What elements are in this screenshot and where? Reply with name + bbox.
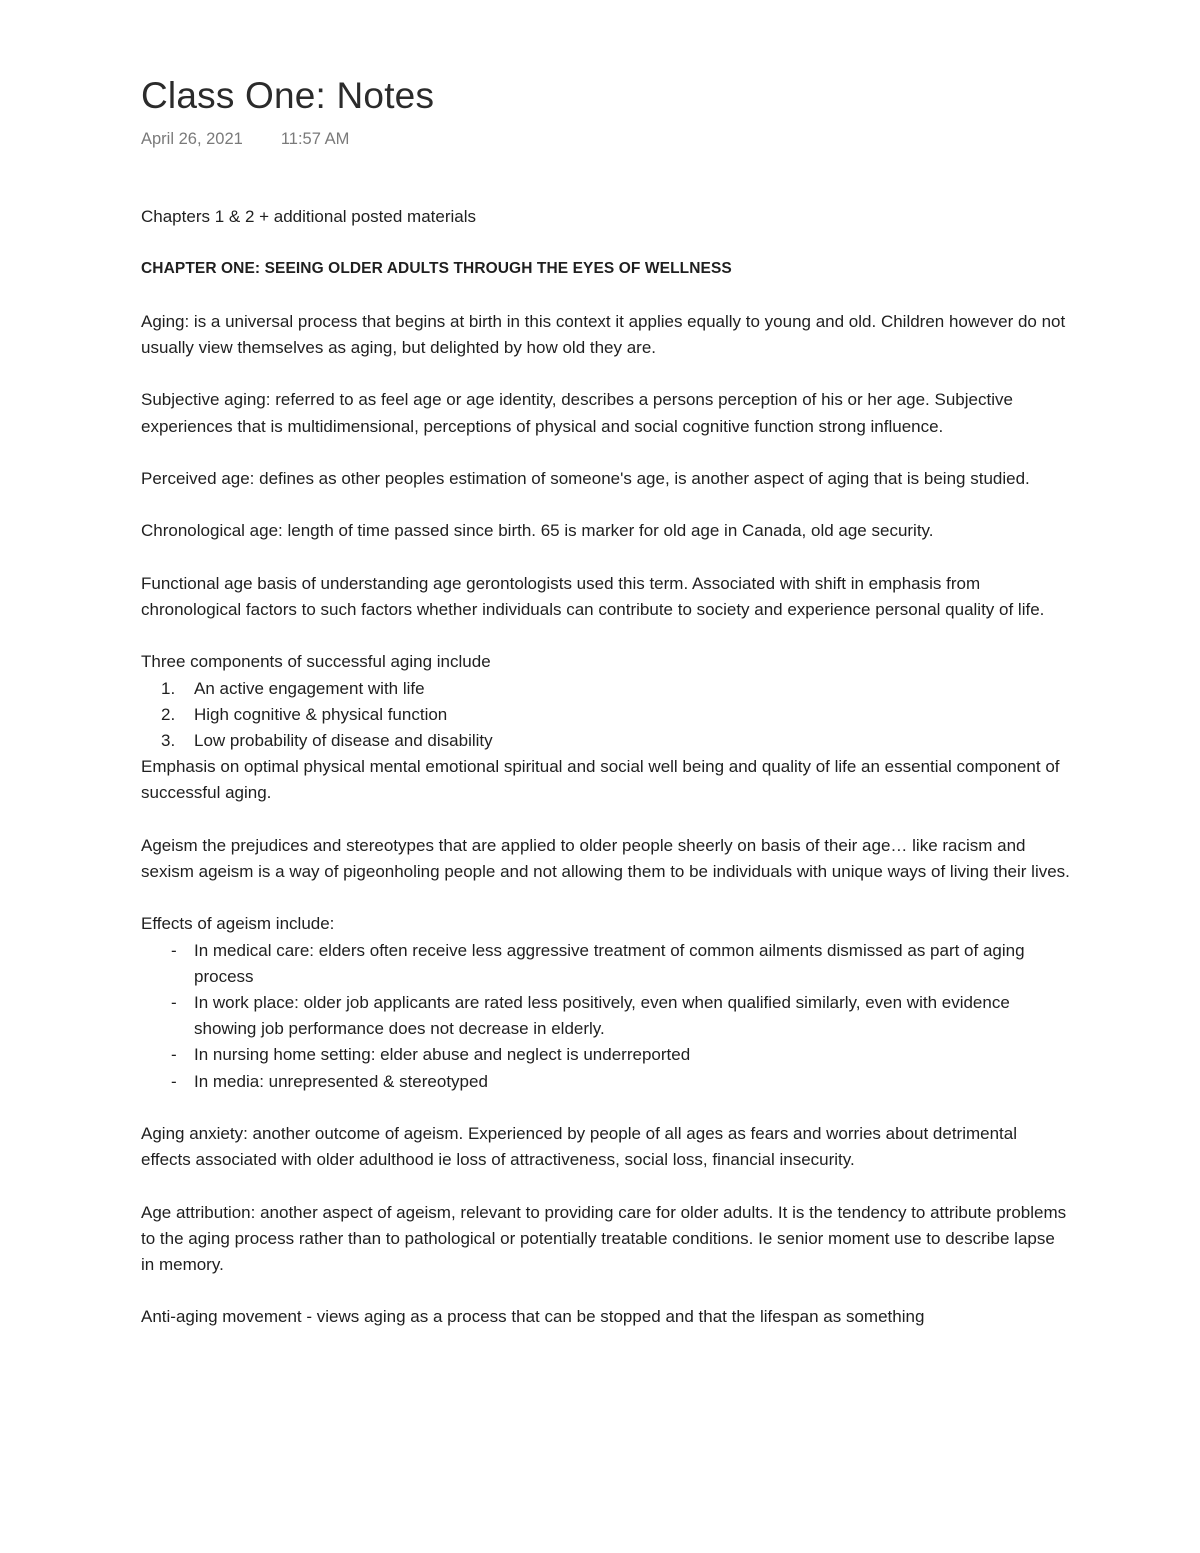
perceived-age-paragraph: Perceived age: defines as other peoples estimation of someone's age, is another aspect of aging that is being studied. <box>141 468 1030 488</box>
page-metadata <box>141 126 1071 152</box>
list-item-text: Low probability of disease and disability <box>194 730 493 750</box>
chapter-heading: CHAPTER ONE: SEEING OLDER ADULTS THROUGH THE EYES OF WELLNESS <box>141 260 732 278</box>
aging-paragraph: Aging: is a universal process that begins at birth in this context it applies equally to young and old. Children however do not usually view themselves as aging, but delighted by how old they are. <box>141 311 1066 357</box>
subjective-aging-paragraph: Subjective aging: referred to as feel age or age identity, describes a persons perception of his or her age. Subjective experiences that is multidimensional, perceptions of physical and social cognitive function strong influence. <box>141 390 1013 436</box>
effects-intro: Effects of ageism include: <box>141 914 335 934</box>
chronological-age-paragraph: Chronological age: length of time passed since birth. 65 is marker for old age in Canada, old age security. <box>141 521 934 541</box>
effects-list <box>141 938 1071 1095</box>
list-dash: - <box>171 1071 177 1091</box>
list-item <box>141 1042 1071 1068</box>
page-time: 11:57 AM <box>280 130 350 148</box>
successful-aging-intro: Three components of successful aging include <box>141 652 491 672</box>
anti-aging-paragraph: Anti-aging movement - views aging as a process that can be stopped and that the lifespan as something <box>141 1307 925 1327</box>
age-attribution-paragraph: Age attribution: another aspect of ageism, relevant to providing care for older adults. It is the tendency to attribute problems to the aging process rather than to pathological or potentially treatable conditions. Ie senior moment use to describe lapse in memory. <box>141 1202 1067 1274</box>
list-item-text: High cognitive & physical function <box>194 704 448 724</box>
list-item <box>141 676 1071 702</box>
list-dash: - <box>171 940 177 960</box>
list-item-text: In work place: older job applicants are rated less positively, even when qualified similarly, even with evidence showing job performance does not decrease in elderly. <box>194 992 1010 1039</box>
list-item-text: In media: unrepresented & stereotyped <box>194 1071 488 1091</box>
list-number: 1. <box>161 678 176 698</box>
list-item <box>141 938 1071 990</box>
list-item-text: In medical care: elders often receive less aggressive treatment of common ailments dismissed as part of aging process <box>194 940 1025 986</box>
emphasis-paragraph: Emphasis on optimal physical mental emotional spiritual and social well being and quality of life an essential component of successful aging. <box>141 757 1060 803</box>
functional-age-paragraph: Functional age basis of understanding age gerontologists used this term. Associated with shift in emphasis from chronological factors to such factors whether individuals can contribute to society and experience personal quality of life. <box>141 573 1045 619</box>
list-number: 2. <box>161 704 176 724</box>
notes-page <box>141 70 1071 1331</box>
page-title: Class One: Notes <box>141 75 435 116</box>
successful-aging-list <box>141 676 1071 755</box>
list-dash: - <box>171 992 177 1012</box>
aging-anxiety-paragraph: Aging anxiety: another outcome of ageism. Experienced by people of all ages as fears and worries about detrimental effects associated with older adulthood ie loss of attractiveness, social loss, financial insecurity. <box>141 1123 1018 1170</box>
note-body <box>141 204 1071 1331</box>
list-item-text: In nursing home setting: elder abuse and neglect is underreported <box>194 1045 691 1065</box>
list-item <box>141 702 1071 728</box>
ageism-paragraph: Ageism the prejudices and stereotypes that are applied to older people sheerly on basis of their age… like racism and sexism ageism is a way of pigeonholing people and not allowing them to be individuals with unique ways of living their lives. <box>141 835 1070 881</box>
list-dash: - <box>171 1045 177 1065</box>
list-item <box>141 990 1071 1042</box>
list-item-text: An active engagement with life <box>194 678 425 698</box>
intro-paragraph: Chapters 1 & 2 + additional posted materials <box>141 207 477 226</box>
list-item <box>141 1069 1071 1095</box>
list-item <box>141 728 1071 754</box>
page-date: April 26, 2021 <box>141 130 243 148</box>
list-number: 3. <box>161 730 176 750</box>
